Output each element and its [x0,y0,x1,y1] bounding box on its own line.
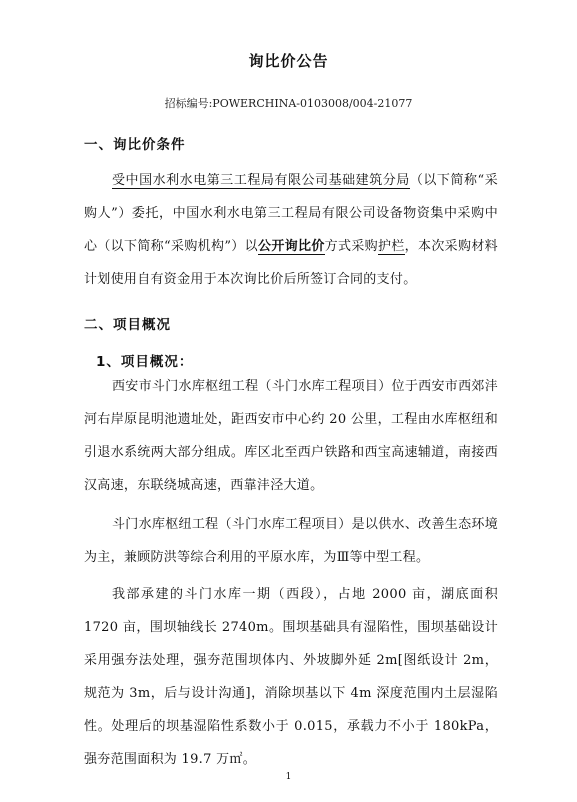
procurement-method: 公开询比价 [257,239,325,254]
subsection-1-heading: 1、项目概况： [96,354,194,370]
section-1-paragraph [84,164,498,296]
project-scope-paragraph: 我部承建的斗门水库一期（西段），占地 2000 亩，湖底面积 1720 亩，围坝轴线长 2740m。围坝基础具有湿陷性，围坝基础设计采用强夯法处理，强夯范围坝体内、外坡脚外延 2m[图纸设计 2m，规范为 3m，后与设计沟通]，消除坝基以下 4m 深度范围内土层湿陷性。处理后的坝基湿陷性系数小于 0.015，承载力不小于 180kPa，强夯范围面积为 19.7 万㎡。 [84,587,498,767]
paragraph-text: 方式采购 [324,239,378,254]
purchaser-name: 受中国水利水电第三工程局有限公司基础建筑分局 [112,173,410,188]
paragraph-text: （以下简称“采购人”）委托，中国水利水电第三工程局有限公司设备物资集中采购中心（以下简称“采购机构”）以 [84,173,498,254]
page-number: 1 [285,772,292,782]
section-2-heading: 二、项目概况 [84,317,171,333]
procurement-item: 护栏 [378,239,405,254]
tender-code: 招标编号:POWERCHINA-0103008/004-21077 [164,97,413,110]
paragraph-text: ，本次采购材料计划使用自有资金用于本次询比价后所签订合同的支付。 [84,239,498,287]
document-title: 询比价公告 [248,52,329,70]
project-location-paragraph: 西安市斗门水库枢纽工程（斗门水库工程项目）位于西安市西郊沣河右岸原昆明池遗址处，距西安市中心约 20 公里，工程由水库枢纽和引退水系统两大部分组成。库区北至西户铁路和西宝高速辅道，南接西汉高速，东联绕城高速，西靠沣泾大道。 [84,379,498,493]
project-purpose-paragraph: 斗门水库枢纽工程（斗门水库工程项目）是以供水、改善生态环境为主，兼顾防洪等综合利用的平原水库，为Ⅲ等中型工程。 [84,517,498,565]
section-1-heading: 一、询比价条件 [84,137,186,153]
